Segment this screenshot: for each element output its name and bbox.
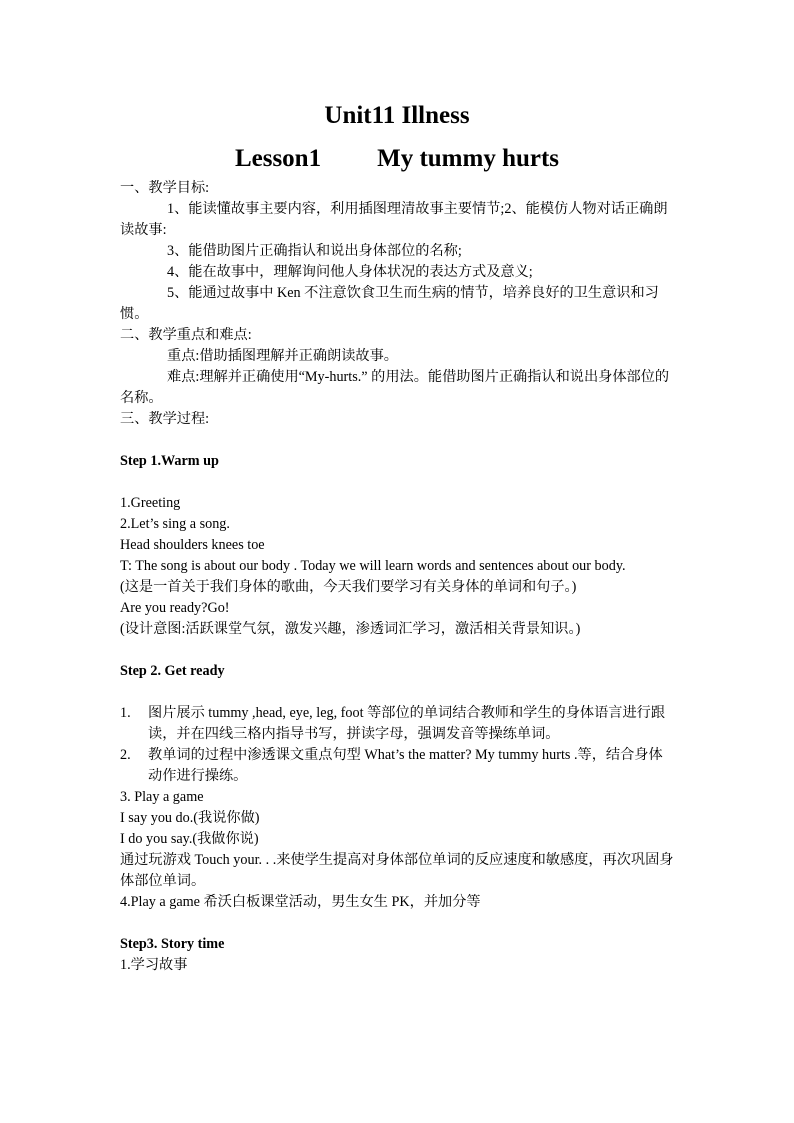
- section-heading-process: 三、教学过程:: [120, 411, 210, 427]
- lesson-number: Lesson1: [234, 145, 322, 172]
- step3-heading: Step3. Story time: [120, 936, 225, 952]
- goal-5: 5、能通过故事中 Ken 不注意饮食卫生而生病的情节，培养良好的卫生意识和习惯。: [120, 285, 659, 322]
- goal-1: 1、能读懂故事主要内容，利用插图理清故事主要情节;2、能模仿人物对话正确朗读故事:: [120, 201, 668, 238]
- spacer: [120, 913, 676, 934]
- section-heading-goals: 一、教学目标:: [120, 180, 210, 196]
- step1-line: Head shoulders knees toe: [120, 537, 265, 553]
- list-text: 图片展示 tummy ,head, eye, leg, foot 等部位的单词结合教师和学生的身体语言进行跟读，并在四线三格内指导书写，拼读字母，强调发音等操练单词。: [148, 705, 666, 742]
- step3-line: 1.学习故事: [120, 957, 188, 973]
- spacer: [120, 640, 676, 661]
- step1-line: (这是一首关于我们身体的歌曲，今天我们要学习有关身体的单词和句子。): [120, 579, 577, 595]
- goal-3: 3、能借助图片正确指认和说出身体部位的名称;: [167, 243, 462, 259]
- step2-line: 3. Play a game: [120, 789, 204, 805]
- step2-line: I do you say.(我做你说): [120, 831, 259, 847]
- key-point: 重点:借助插图理解并正确朗读故事。: [167, 348, 398, 364]
- step1-line: 2.Let’s sing a song.: [120, 516, 230, 532]
- lesson-topic: My tummy hurts: [377, 145, 560, 172]
- list-item: [120, 703, 676, 745]
- step2-line: 通过玩游戏 Touch your. . .来使学生提高对身体部位单词的反应速度和敏感度，再次巩固身体部位单词。: [120, 852, 674, 889]
- step1-line: 1.Greeting: [120, 495, 181, 511]
- step1-line: T: The song is about our body . Today we will learn words and sentences about our body.: [120, 558, 626, 574]
- step2-line: I say you do.(我说你做): [120, 810, 260, 826]
- step2-line: 4.Play a game 希沃白板课堂活动，男生女生 PK，并加分等: [120, 894, 481, 910]
- list-item: [120, 745, 676, 787]
- section-heading-key-points: 二、教学重点和难点:: [120, 327, 252, 343]
- goal-4: 4、能在故事中，理解询问他人身体状况的表达方式及意义;: [167, 264, 533, 280]
- step1-line: (设计意图:活跃课堂气氛，激发兴趣，渗透词汇学习，激活相关背景知识。): [120, 621, 581, 637]
- step1-heading: Step 1.Warm up: [120, 453, 219, 469]
- document-body: [120, 178, 676, 976]
- lesson-title: [0, 144, 794, 174]
- spacer: [120, 472, 676, 493]
- unit-title: Unit11 Illness: [324, 102, 470, 129]
- list-text: 教单词的过程中渗透课文重点句型 What’s the matter? My tummy hurts .等，结合身体动作进行操练。: [148, 747, 663, 784]
- spacer: [120, 430, 676, 451]
- list-number: 1.: [120, 705, 131, 721]
- step1-line: Are you ready?Go!: [120, 600, 230, 616]
- difficult-point: 难点:理解并正确使用“My-hurts.” 的用法。能借助图片正确指认和说出身体部位的名称。: [120, 369, 670, 406]
- list-number: 2.: [120, 747, 131, 763]
- spacer: [120, 682, 676, 703]
- step2-heading: Step 2. Get ready: [120, 663, 225, 679]
